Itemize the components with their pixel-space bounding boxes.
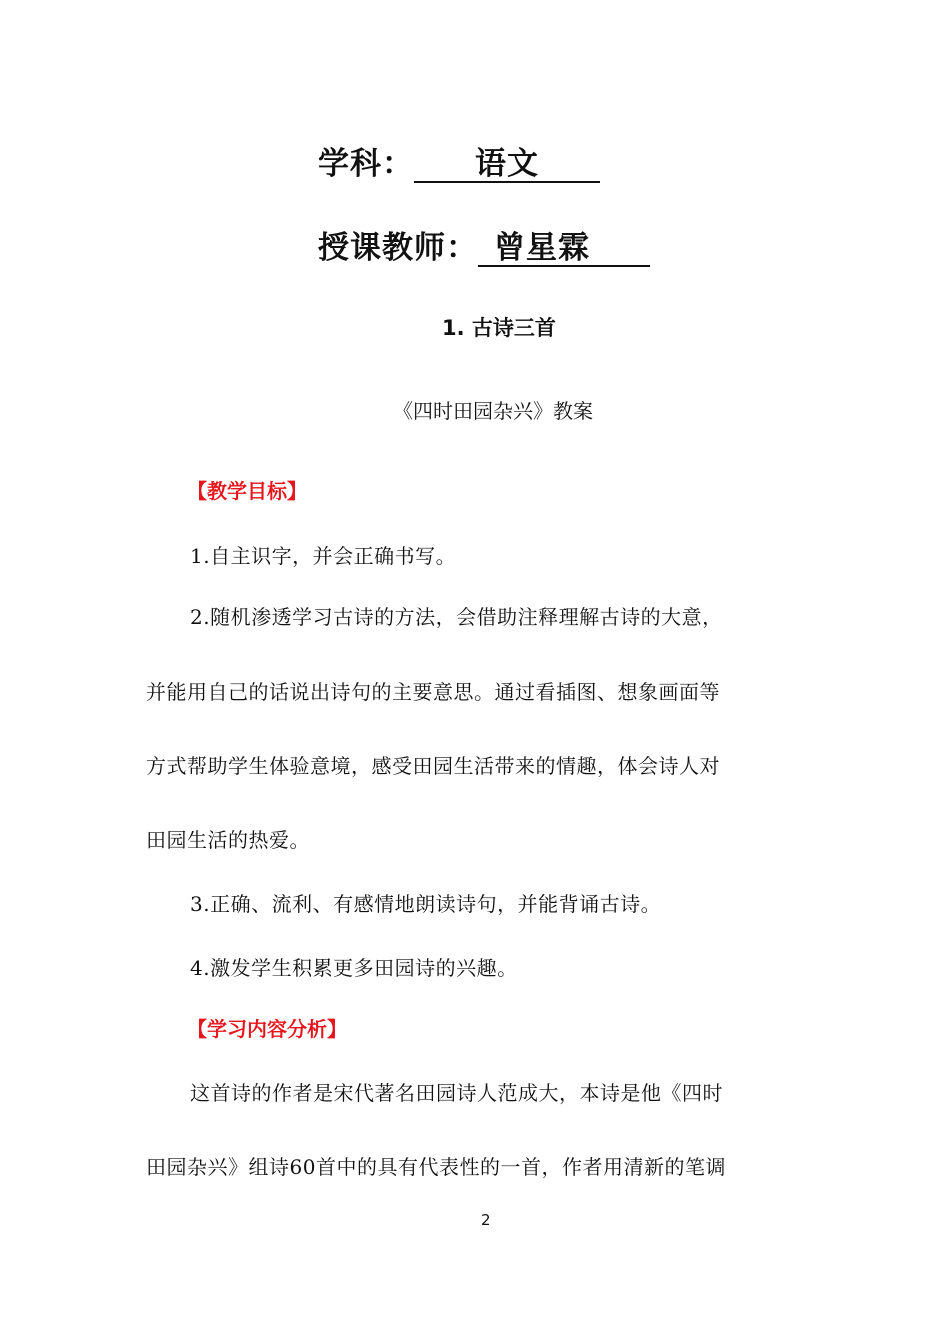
goal-line-1: 1.自主识字，并会正确书写。: [190, 544, 457, 568]
teacher-line: [318, 222, 650, 267]
goal-line-7: 4.激发学生积累更多田园诗的兴趣。: [190, 956, 518, 980]
teacher-label: 授课教师：: [318, 230, 478, 266]
teacher-value: 曾星霖: [478, 231, 650, 267]
subject-line: [318, 138, 600, 183]
analysis-line-2: 田园杂兴》组诗60首中的具有代表性的一首，作者用清新的笔调: [146, 1155, 726, 1179]
analysis-line-1: 这首诗的作者是宋代著名田园诗人范成大，本诗是他《四时: [190, 1081, 723, 1105]
subject-label: 学科：: [318, 146, 414, 182]
goal-line-2: 2.随机渗透学习古诗的方法，会借助注释理解古诗的大意，: [190, 605, 723, 629]
goal-line-3: 并能用自己的话说出诗句的主要意思。通过看插图、想象画面等: [146, 680, 720, 704]
goal-line-6: 3.正确、流利、有感情地朗读诗句，并能背诵古诗。: [190, 892, 662, 916]
subject-value: 语文: [414, 147, 600, 183]
goal-line-5: 田园生活的热爱。: [146, 828, 310, 852]
page-number: 2: [481, 1211, 491, 1229]
lesson-subtitle: 《四时田园杂兴》教案: [393, 399, 593, 423]
goal-line-4: 方式帮助学生体验意境，感受田园生活带来的情趣，体会诗人对: [146, 754, 720, 778]
section-heading-goals: 【教学目标】: [187, 479, 307, 503]
lesson-title: 1. 古诗三首: [442, 316, 556, 340]
section-heading-analysis: 【学习内容分析】: [187, 1017, 347, 1041]
